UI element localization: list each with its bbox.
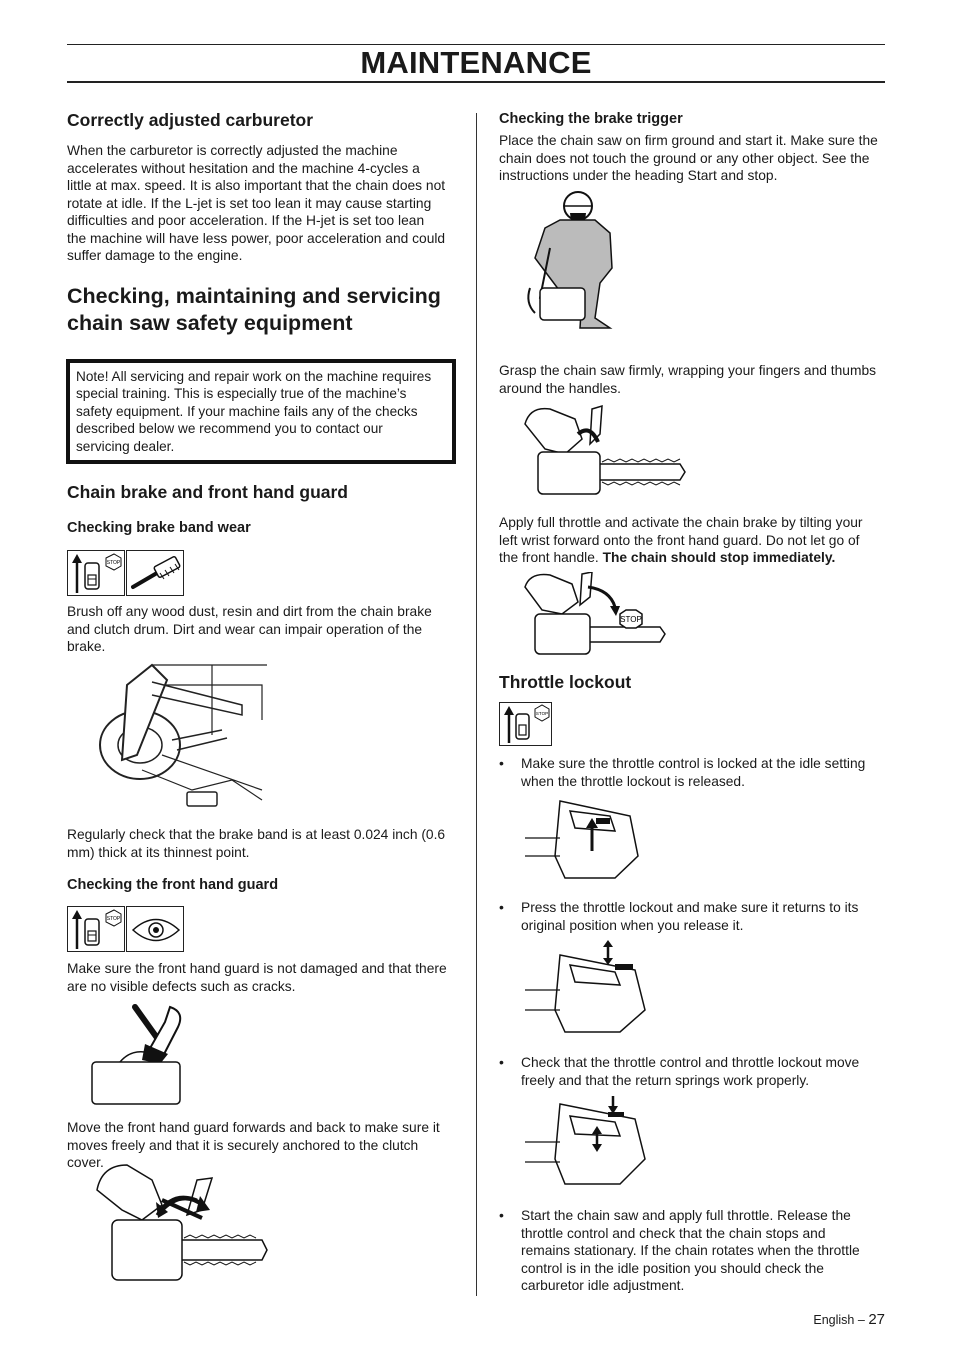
- chain-brake-activation-illustration: [520, 572, 670, 657]
- throttle-brake-text: Apply full throttle and activate the chain brake by tilting your left wrist forward onto the front hand guard. Do not let go of the front handle. The chain should stop immediately.: [499, 515, 863, 565]
- page-title: MAINTENANCE: [360, 45, 592, 80]
- throttle-lockout-heading: Throttle lockout: [499, 672, 632, 692]
- operator-illustration: [520, 188, 620, 338]
- note-box: [66, 359, 456, 464]
- hand-guard-illustration: [90, 1002, 190, 1107]
- eye-icon: [126, 906, 184, 952]
- chain-brake-heading: Chain brake and front hand guard: [67, 482, 348, 502]
- throttle-idle-illustration: [520, 796, 640, 881]
- page-footer: [813, 1311, 885, 1328]
- brake-band-heading: Checking brake band wear: [67, 520, 251, 536]
- brake-band-check-text: Regularly check that the brake band is at least 0.024 inch (0.6 mm) thick at its thinnest point.: [67, 827, 446, 860]
- lockout-bullet-3: • Check that the throttle control and throttle lockout move freely and that the return springs work properly.: [499, 1054, 860, 1088]
- footer-dash: –: [857, 1313, 865, 1327]
- lockout-bullet-4: • Start the chain saw and apply full throttle. Release the throttle control and check that the chain stops and remains stationary. If the chain rotates when the throttle control is in the idle position you should check the carburetor idle adjustment.: [499, 1207, 860, 1293]
- stop-switch-icon: [67, 906, 125, 952]
- stop-switch-icon: [499, 702, 552, 746]
- lockout-bullet-2: • Press the throttle lockout and make sure it returns to its original position when you release it.: [499, 899, 859, 933]
- brush-icon: [126, 550, 184, 596]
- lockout-bullet-1: • Make sure the throttle control is locked at the idle setting when the throttle lockout is released.: [499, 755, 866, 789]
- brake-trigger-text: Place the chain saw on firm ground and start it. Make sure the chain does not touch the ground or any other object. See the instructions under the heading Start and stop.: [499, 133, 878, 183]
- svg-text:STOP: STOP: [620, 615, 642, 624]
- page-number: 27: [868, 1311, 885, 1328]
- column-divider: [476, 113, 477, 1296]
- note-text: Note! All servicing and repair work on the machine requires special training. This is especially true of the machine’s safety equipment. If your machine fails any of the checks described below we recommend you to contact our servicing dealer.: [76, 369, 432, 454]
- svg-text:STOP: STOP: [106, 916, 121, 922]
- brake-band-text: Brush off any wood dust, resin and dirt from the chain brake and clutch drum. Dirt and wear can impair operation of the brake.: [67, 604, 432, 654]
- front-hand-guard-heading: Checking the front hand guard: [67, 877, 279, 893]
- svg-text:STOP: STOP: [106, 560, 121, 566]
- grasp-text: Grasp the chain saw firmly, wrapping your fingers and thumbs around the handles.: [499, 363, 877, 396]
- safety-equipment-heading: Checking, maintaining and servicing chain saw safety equipment: [67, 284, 441, 335]
- throttle-lockout-press-illustration: [520, 940, 650, 1035]
- carburetor-text: When the carburetor is correctly adjusted the machine accelerates without hesitation and the machine 4-cycles a little at max. speed. It is also important that the chain does not rotate at idle. If the L-jet is set too lean it may cause starting difficulties and poor acceleration. If the H-jet is set too lean the machine will have less power, poor acceleration and could suffer damage to the engine.: [67, 143, 446, 263]
- guard-movement-illustration: [92, 1160, 272, 1285]
- header-rule-bottom: [67, 81, 885, 83]
- footer-language: English: [813, 1313, 855, 1327]
- return-spring-illustration: [520, 1094, 650, 1189]
- grasp-illustration: [520, 404, 690, 499]
- brake-trigger-heading: Checking the brake trigger: [499, 111, 683, 127]
- front-hand-guard-text: Make sure the front hand guard is not damaged and that there are no visible defects such as cracks.: [67, 961, 447, 994]
- guard-move-text: Move the front hand guard forwards and back to make sure it moves freely and that it is securely anchored to the clutch cover.: [67, 1120, 440, 1170]
- stop-switch-icon: [67, 550, 125, 596]
- carburetor-heading: Correctly adjusted carburetor: [67, 110, 314, 130]
- svg-text:STOP: STOP: [535, 711, 549, 716]
- brake-band-illustration: [92, 660, 267, 810]
